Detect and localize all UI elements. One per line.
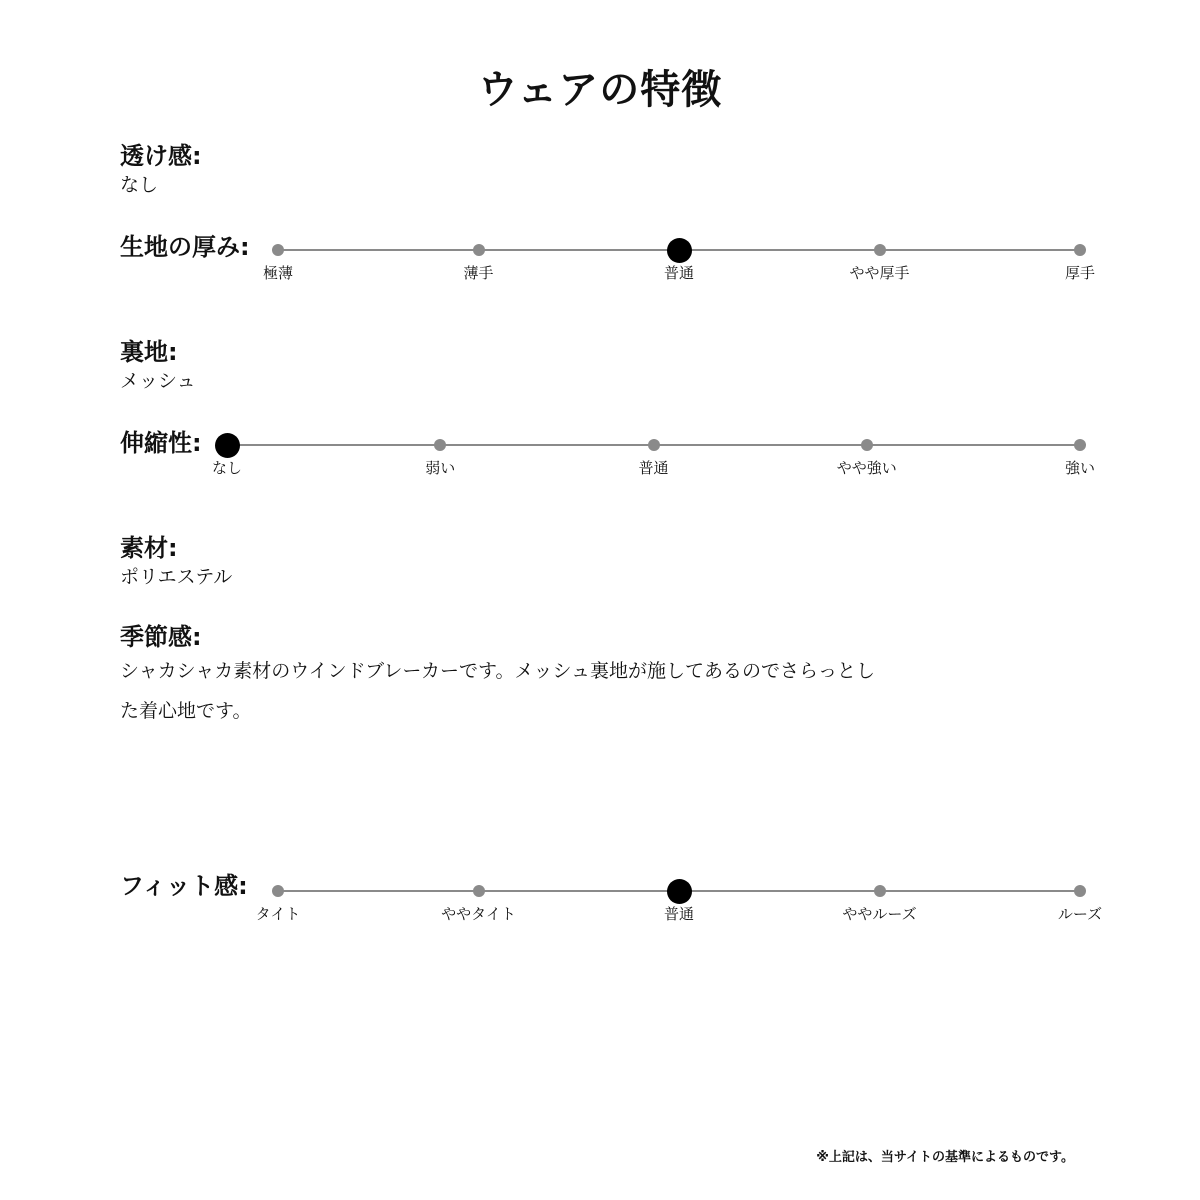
fit-option-label: ルーズ bbox=[1057, 905, 1103, 923]
fit-selected-dot bbox=[667, 879, 692, 904]
thickness-dot bbox=[874, 244, 886, 256]
stretch-dot bbox=[434, 439, 446, 451]
stretch-selected-dot bbox=[215, 433, 240, 458]
stretch-dot bbox=[1074, 439, 1086, 451]
thickness-option-label: 厚手 bbox=[1064, 264, 1095, 282]
lining-label: 裏地: bbox=[120, 338, 178, 366]
fit-option-label: ややルーズ bbox=[842, 905, 917, 923]
fit-dot bbox=[473, 885, 485, 897]
lining-value: メッシュ bbox=[120, 370, 196, 392]
thickness-option-label: 極薄 bbox=[262, 264, 293, 282]
fit-option-label: タイト bbox=[255, 905, 301, 923]
fit-label: フィット感: bbox=[120, 872, 248, 900]
season-description: シャカシャカ素材のウインドブレーカーです。メッシュ裏地が施してあるのでさらっとした着心地です。 bbox=[120, 660, 876, 722]
fit-option-label: ややタイト bbox=[441, 905, 516, 923]
stretch-dot bbox=[648, 439, 660, 451]
fit-dot bbox=[874, 885, 886, 897]
thickness-dot bbox=[473, 244, 485, 256]
thickness-dot bbox=[272, 244, 284, 256]
thickness-selected-dot bbox=[667, 238, 692, 263]
stretch-option-label: 弱い bbox=[425, 459, 456, 477]
thickness-label: 生地の厚み: bbox=[120, 233, 250, 261]
stretch-option-label: やや強い bbox=[836, 459, 897, 477]
stretch-option-label: 普通 bbox=[638, 459, 669, 477]
thickness-dot bbox=[1074, 244, 1086, 256]
thickness-option-label: やや厚手 bbox=[849, 264, 910, 282]
stretch-option-label: 強い bbox=[1064, 459, 1095, 477]
fit-dot bbox=[1074, 885, 1086, 897]
sheer-value: なし bbox=[120, 174, 159, 196]
thickness-scale bbox=[262, 250, 1095, 290]
fit-option-label: 普通 bbox=[663, 905, 694, 923]
thickness-option-label: 普通 bbox=[663, 264, 694, 282]
stretch-label: 伸縮性: bbox=[120, 429, 202, 457]
material-label: 素材: bbox=[120, 534, 178, 562]
thickness-option-label: 薄手 bbox=[463, 264, 494, 282]
fit-scale bbox=[255, 891, 1103, 931]
stretch-option-label: なし bbox=[211, 459, 242, 477]
stretch-dot bbox=[861, 439, 873, 451]
page-title: ウェアの特徴 bbox=[477, 67, 723, 113]
stretch-scale bbox=[211, 445, 1095, 485]
fit-dot bbox=[272, 885, 284, 897]
season-label: 季節感: bbox=[120, 623, 202, 651]
sheer-label: 透け感: bbox=[120, 142, 202, 170]
material-value: ポリエステル bbox=[120, 566, 233, 588]
footnote: ※上記は、当サイトの基準によるものです。 bbox=[816, 1150, 1074, 1165]
